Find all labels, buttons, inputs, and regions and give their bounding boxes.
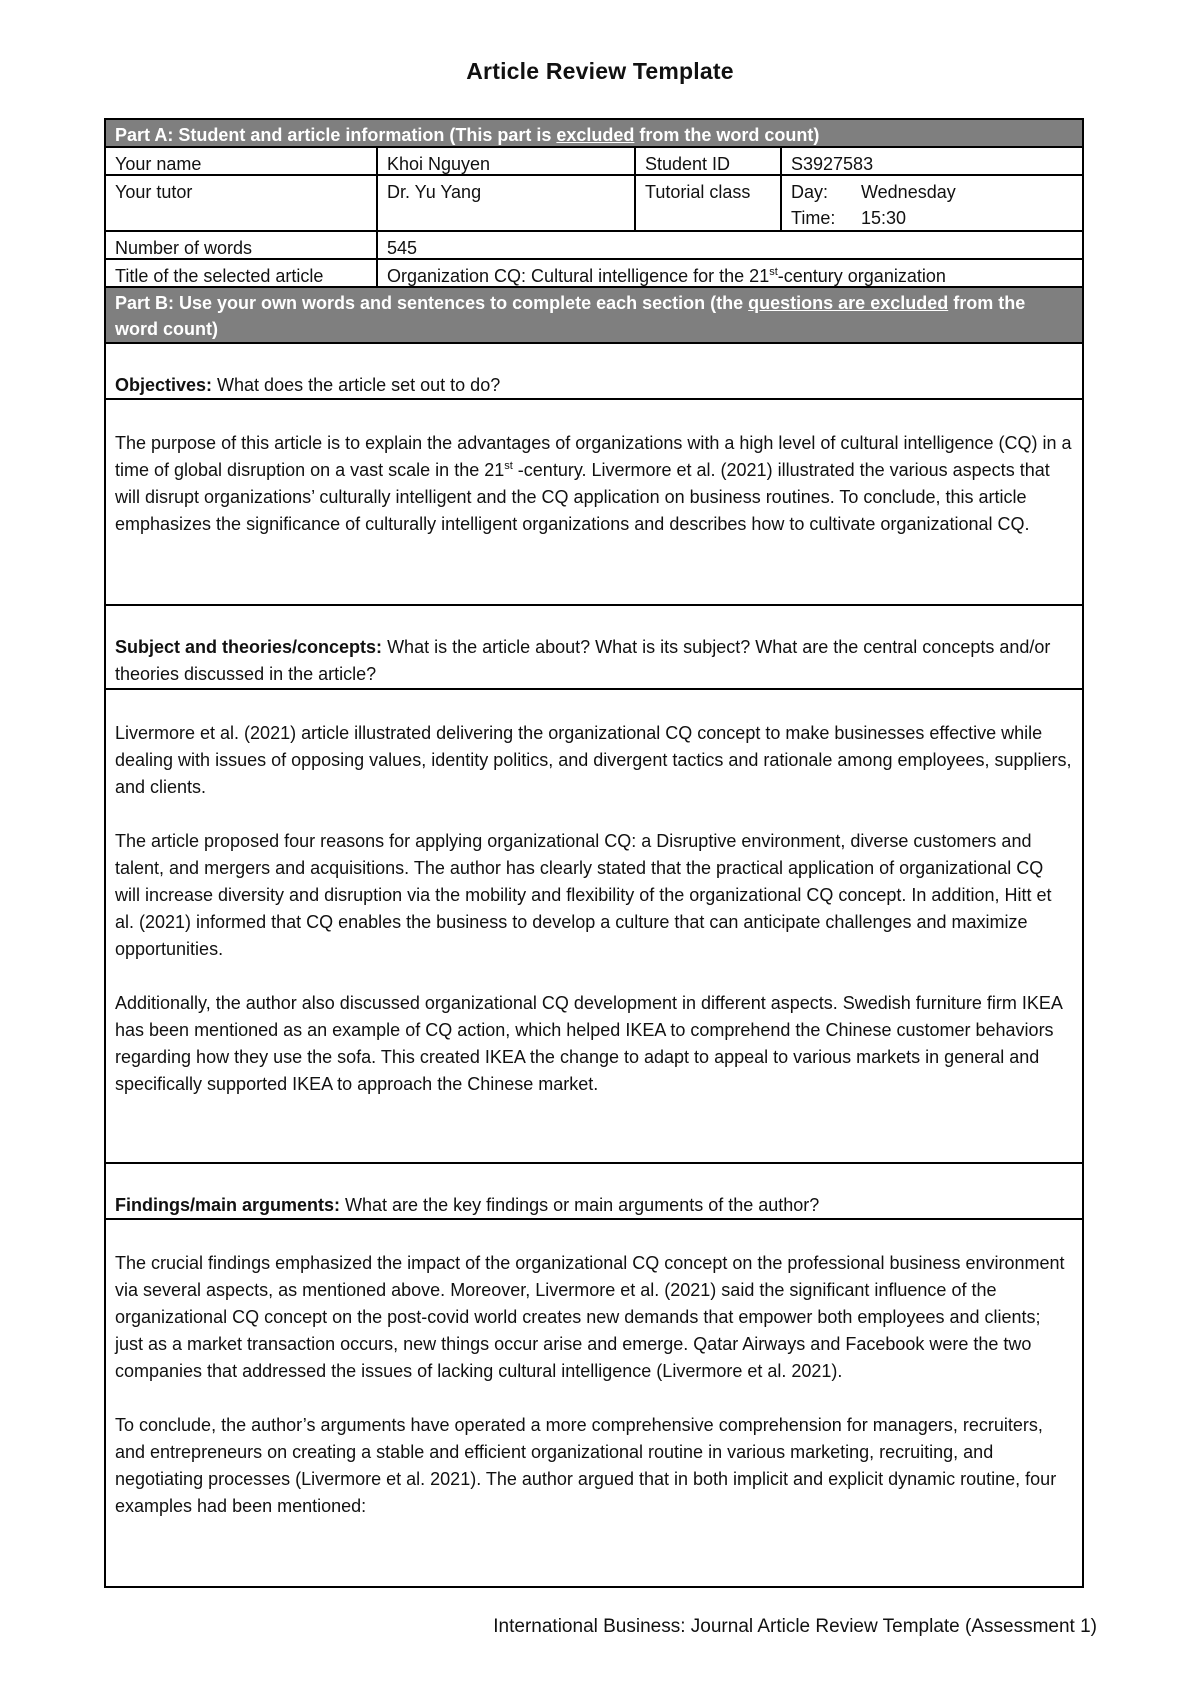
- findings-paragraph: To conclude, the author’s arguments have operated a more comprehensive comprehension for managers, recruiters, and entrepreneurs on creating a stable and efficient organizational routine in various marketing, recruiting, and negotiating processes (Livermore et al. 2021). The author argued that in both implicit and explicit dynamic routine, four examples had been mentioned:: [115, 1415, 1057, 1516]
- objectives-answer-sup: st: [504, 460, 513, 472]
- findings-question-row: [106, 1164, 1082, 1220]
- part-a-header: [106, 120, 1082, 148]
- name-label: Your name: [115, 154, 202, 174]
- tutor-value: Dr. Yu Yang: [376, 176, 634, 230]
- name-value: Khoi Nguyen: [376, 148, 634, 174]
- subject-answer: [106, 690, 1082, 1162]
- objectives-answer-text-end: -century. Livermore et al. (2021) illustrated the various aspects that will disrupt organizations’ culturally intelligent and the CQ application on business routines. To conclude, this article emphasizes the significance of culturally intelligent organizations and describes how to cultivate organizational CQ.: [115, 460, 1050, 534]
- objectives-answer-row: [106, 400, 1082, 606]
- student-id-value: S3927583: [780, 148, 1082, 174]
- findings-question: What are the key findings or main arguments of the author?: [340, 1195, 820, 1215]
- part-b-header-text-end: from the word count): [115, 293, 1026, 339]
- words-label: Number of words: [115, 238, 253, 258]
- subject-answer-row: [106, 690, 1082, 1164]
- subject-label: Subject and theories/concepts:: [115, 637, 383, 657]
- article-label: Title of the selected article: [115, 266, 324, 286]
- subject-question: What is the article about? What is its subject? What are the central concepts and/or theories discussed in the article?: [115, 637, 1051, 684]
- objectives-answer-text: The purpose of this article is to explain the advantages of organizations with a high level of cultural intelligence (CQ) in a time of global disruption on a vast scale in the 21: [115, 433, 1072, 480]
- part-b-header-underline: questions are excluded: [748, 293, 949, 313]
- article-row: [106, 260, 1082, 288]
- time-value: 15:30: [861, 208, 907, 228]
- subject-paragraph: Livermore et al. (2021) article illustrated delivering the organizational CQ concept to make businesses effective while dealing with issues of opposing values, identity politics, and divergent tactics and rationale among employees, suppliers, and clients.: [115, 723, 1072, 797]
- article-value: [376, 260, 1082, 286]
- part-b-header: [106, 288, 1082, 344]
- tutor-row: [106, 176, 1082, 232]
- findings-answer: [106, 1220, 1082, 1586]
- part-a-header-underline: excluded: [556, 125, 635, 145]
- student-id-label: Student ID: [634, 148, 780, 174]
- tutor-label: Your tutor: [115, 182, 193, 202]
- findings-paragraph: The crucial findings emphasized the impact of the organizational CQ concept on the professional business environment via several aspects, as mentioned above. Moreover, Livermore et al. (2021) said the significant influence of the organizational CQ concept on the post-covid world creates new demands that empower both employees and clients; just as a market transaction occurs, new things occur arise and emerge. Qatar Airways and Facebook were the two companies that addressed the issues of lacking cultural intelligence (Livermore et al. 2021).: [115, 1253, 1065, 1381]
- tutorial-class-label: Tutorial class: [634, 176, 780, 230]
- review-table: [104, 118, 1084, 1588]
- article-title-text-end: -century organization: [777, 266, 946, 286]
- findings-label: Findings/main arguments:: [115, 1195, 341, 1215]
- objectives-question-row: [106, 344, 1082, 400]
- objectives-question: What does the article set out to do?: [212, 375, 501, 395]
- subject-paragraph: The article proposed four reasons for applying organizational CQ: a Disruptive environment, diverse customers and talent, and mergers and acquisitions. The author has clearly stated that the practical application of organizational CQ will increase diversity and disruption via the mobility and flexibility of the organizational CQ concept. In addition, Hitt et al. (2021) informed that CQ enables the business to develop a culture that can anticipate challenges and maximize opportunities.: [115, 831, 1052, 959]
- time-label: Time:: [791, 208, 836, 228]
- article-title-sup: st: [769, 266, 778, 278]
- name-row: [106, 148, 1082, 176]
- words-row: [106, 232, 1082, 260]
- part-a-header-text-end: from the word count): [634, 125, 820, 145]
- subject-question-row: [106, 606, 1082, 690]
- day-label: Day:: [791, 182, 829, 202]
- subject-paragraph: Additionally, the author also discussed organizational CQ development in different aspects. Swedish furniture firm IKEA has been mentioned as an example of CQ action, which helped IKEA to comprehend the Chinese customer behaviors regarding how they use the sofa. This created IKEA the change to adapt to appeal to various markets in general and specifically supported IKEA to approach the Chinese market.: [115, 993, 1062, 1094]
- part-b-header-text: Part B: Use your own words and sentences to complete each section (the: [115, 293, 749, 313]
- page-title: Article Review Template: [466, 58, 734, 84]
- part-a-header-text: Part A: Student and article information (This part is: [115, 125, 557, 145]
- objectives-label: Objectives:: [115, 375, 213, 395]
- findings-answer-row: [106, 1220, 1082, 1586]
- day-value: Wednesday: [861, 182, 956, 202]
- words-value: 545: [376, 232, 1082, 258]
- objectives-answer: [106, 400, 1082, 604]
- tutorial-class-value: [780, 176, 1082, 230]
- page-footer: International Business: Journal Article Review Template (Assessment 1): [493, 1616, 1097, 1637]
- article-title-text: Organization CQ: Cultural intelligence for the 21: [387, 266, 770, 286]
